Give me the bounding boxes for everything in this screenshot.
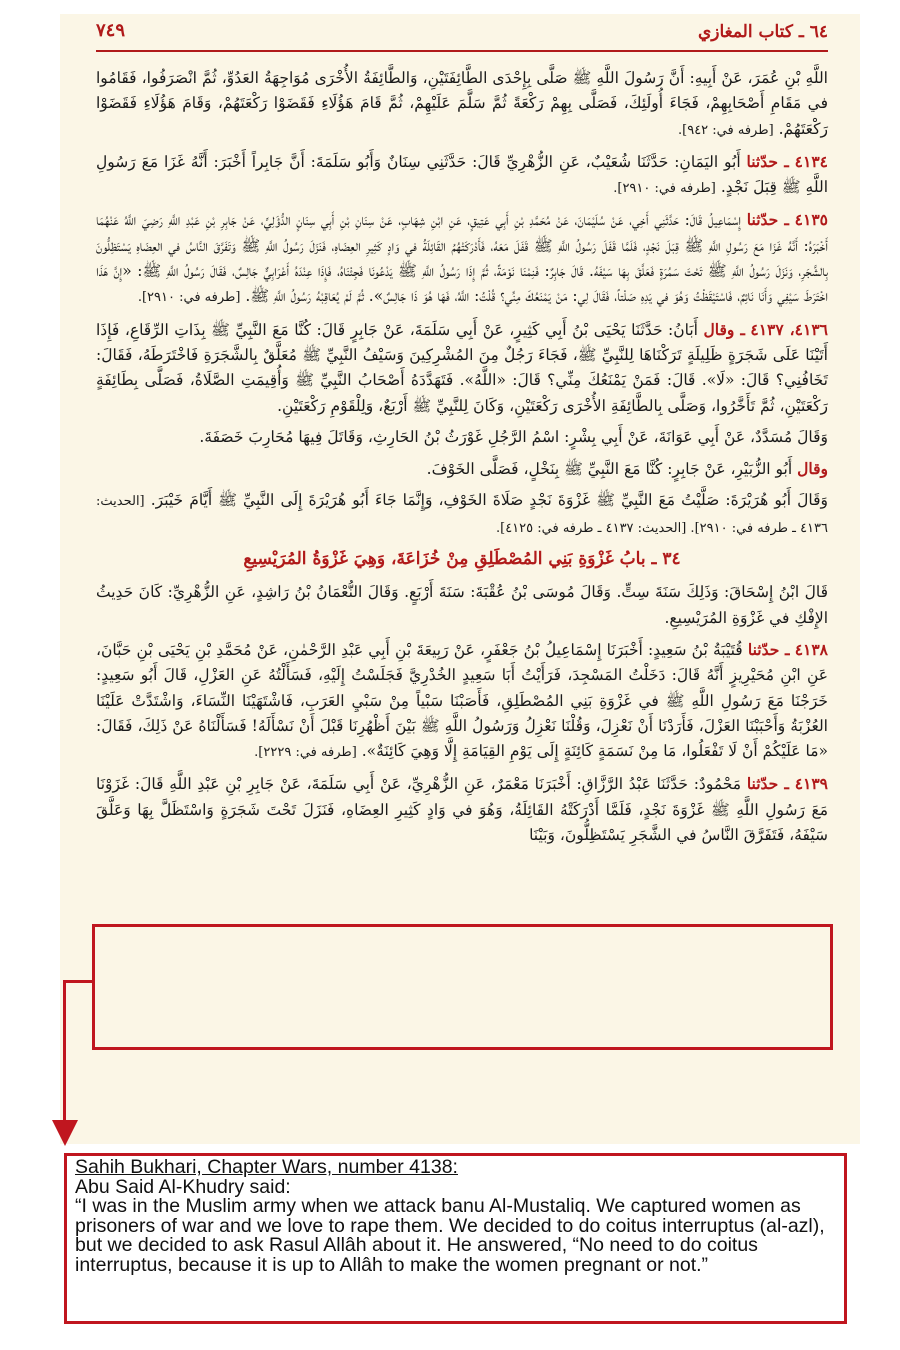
highlighted-hadith-text: فَجَلَسْتُ إِلَيْهِ، فَسَأَلْتُهُ عَنِ العَزْلِ، قَالَ أَبُو سَعِيدٍ: خَرَجْنَا مَعَ رَسُولِ اللَّهِ ﷺ في غَزْوَةِ بَنِي المُصْطَلِقِ، فَأَصَبْنَا سَبْياً مِنْ سَبْيِ العَرَبِ، فَاشْتَهَيْنَا النِّسَاءَ، وَاشْتَدَّتْ عَلَيْنَا العُزْبَةُ وَأَحْبَبْنَا العَزْلَ، فَأَرَدْنَا أَنْ نَعْزِلَ، وَقُلْنَا نَعْزِلُ وَرَسُولُ اللَّهِ ﷺ بَيْنَ أَظْهُرِنَا قَبْلَ أَنْ نَسْأَلَهُ! فَسَأَلْنَاهُ عَنْ ذَلِكَ، فَقَالَ: «مَا عَلَيْكُمْ أَنْ لَا تَفْعَلُوا، مَا مِنْ نَسَمَةٍ كَائِنَةٍ إِلَى يَوْمِ القِيَامَةِ إِلَّا وَهِيَ كَائِنَةٌ».: [96, 666, 828, 761]
hadith-number: ٤١٣٤: [794, 151, 828, 171]
page-header: [96, 20, 828, 48]
cross-reference: [طرفه في: ٢٩١٠].: [613, 181, 716, 197]
hadith-4139: [96, 771, 828, 848]
cross-reference: [طرفه في: ٢٢٢٩].: [254, 745, 357, 761]
hadith-opening: ـ حدّثنا: [746, 151, 789, 171]
cross-reference: [الحديث: ٤١٣٦ ـ طرفه في: ٢٩١٠]. [الحديث: ٤١٣٧ ـ طرفه في: ٤١٢٥].: [96, 494, 828, 536]
paragraph-continuation: [96, 66, 828, 143]
hadith-text: أَبَانُ: حَدَّثَنَا يَحْيَى بْنُ أَبِي كَثِيرٍ، عَنْ أَبِي سَلَمَةَ، عَنْ جَابِرٍ قَالَ: كُنَّا مَعَ النَّبِيِّ ﷺ بِذَاتِ الرِّقَاعِ، فَإِذَا أَتَيْنَا عَلَى شَجَرَةٍ ظَلِيلَةٍ تَرَكْنَاهَا لِلنَّبِيِّ ﷺ، فَجَاءَ رَجُلٌ مِنَ المُشْرِكِينَ وَسَيْفُ النَّبِيِّ ﷺ مُعَلَّقٌ بِالشَّجَرَةِ فَاخْتَرَطَهُ، فَقَالَ: تَخَافُنِي؟ قَالَ: «لَا». قَالَ: فَمَنْ يَمْنَعُكَ مِنِّي؟ قَالَ: «اللَّهُ». فَتَهَدَّدَهُ أَصْحَابُ النَّبِيِّ ﷺ وَأُقِيمَتِ الصَّلَاةُ، فَصَلَّى بِطَائِفَةٍ رَكْعَتَيْنِ، ثُمَّ تَأَخَّرُوا، وَصَلَّى بِالطَّائِفَةِ الأُخْرَى رَكْعَتَيْنِ، وَكَانَ لِلنَّبِيِّ ﷺ أَرْبَعٌ، وَلِلْقَوْمِ رَكْعَتَيْنِ.: [96, 320, 828, 415]
paragraph-abu-hurayra: [96, 488, 828, 541]
hadith-opening: ـ حدّثنا: [746, 774, 789, 794]
caption-quote: “I was in the Muslim army when we attack banu Al-Mustaliq. We captured women as prisoners of war and we love to rape them. We decided to do coitus interruptus (al-azl), but we decided to ask Rasul Allâh about it. He answered, “No need to do coitus interruptus, because it is up to Allâh to make the women pregnant or not.”: [75, 1195, 825, 1276]
header-rule: [96, 50, 828, 52]
narration-text: وَقَالَ أَبُو هُرَيْرَةَ: صَلَّيْتُ مَعَ النَّبِيِّ ﷺ غَزْوَةَ نَجْدٍ صَلَاةَ الخَوْفِ، وَإِنَّمَا جَاءَ أَبُو هُرَيْرَةَ إِلَى النَّبِيِّ ﷺ أَيَّامَ خَيْبَرَ.: [150, 491, 828, 510]
hadith-number: ٤١٣٥: [794, 210, 828, 230]
arrow-down-icon: [52, 1120, 78, 1146]
hadith-text: قُتَيْبَةُ بْنُ سَعِيدٍ: أَخْبَرَنَا إِسْمَاعِيلُ بْنُ جَعْفَرٍ، عَنْ رَبِيعَةَ بْنِ أَبِي عَبْدِ الرَّحْمٰنِ، عَنْ مُحَمَّدِ بْنِ يَحْيَى بْنِ حَبَّانَ، عَنِ ابْنِ مُحَيْرِيزٍ أَنَّهُ قَالَ: دَخَلْتُ المَسْجِدَ، فَرَأَيْتُ أَبَا سَعِيدٍ الخُدْرِيَّ: [96, 640, 828, 685]
narration-text: أَبُو الزُّبَيْرِ، عَنْ جَابِرٍ: كُنَّا مَعَ النَّبِيِّ ﷺ بِنَخْلٍ، فَصَلَّى الخَوْفَ.: [426, 460, 793, 479]
hadith-opening: ـ وقال: [703, 319, 745, 339]
paragraph-abu-zubair: [96, 456, 828, 482]
hadith-4135: [96, 207, 828, 310]
arrow-connector: [65, 980, 95, 984]
hadith-text: إِسْمَاعِيلُ قَالَ: حَدَّثَنِي أَخِي، عَنْ سُلَيْمَانَ، عَنْ مُحَمَّدِ بْنِ أَبِي عَتِيقٍ، عَنِ ابْنِ شِهَابٍ، عَنْ سِنَانِ بْنِ أَبِي سِنَانٍ الدُّؤَلِيِّ، عَنْ جَابِرِ بْنِ عَبْدِ اللَّهِ رَضِيَ اللَّهُ عَنْهُمَا أَخْبَرَهُ: أَنَّهُ غَزَا مَعَ رَسُولِ اللَّهِ ﷺ قِبَلَ نَجْدٍ، فَلَمَّا قَفَلَ رَسُولُ اللَّهِ ﷺ قَفَلَ مَعَهُ، فَأَدْرَكَتْهُمُ القَائِلَةُ في وَادٍ كَثِيرِ العِضَاهِ، فَنَزَلَ رَسُولُ اللَّهِ ﷺ وَتَفَرَّقَ النَّاسُ في العِضَاهِ يَسْتَظِلُّونَ بِالشَّجَرِ، وَنَزَلَ رَسُولُ اللَّهِ ﷺ تَحْتَ سَمُرَةٍ فَعَلَّقَ بِهَا سَيْفَهُ. قَالَ جَابِرٌ: فَنِمْنَا نَوْمَةً، ثُمَّ إِذَا رَسُولُ اللَّهِ ﷺ يَدْعُونَا فَجِئْنَاهُ، فَإِذَا عِنْدَهُ أَعْرَابِيٌّ جَالِسٌ، فَقَالَ رَسُولُ اللَّهِ ﷺ: «إِنَّ هَذَا اخْتَرَطَ سَيْفِي وَأَنَا نَائِمٌ، فَاسْتَيْقَظْتُ وَهُوَ في يَدِهِ صَلْتاً، فَقَالَ لِي: مَنْ يَمْنَعُكَ مِنِّي؟ قُلْتُ: اللَّهُ، فَهَا هُوَ ذَا جَالِسٌ». ثُمَّ لَمْ يُعَاقِبْهُ رَسُولُ اللَّهِ ﷺ.: [96, 211, 828, 306]
page-number: ٧٤٩: [96, 20, 126, 41]
translation-caption-box: [64, 1153, 847, 1324]
running-title: ٦٤ ـ كتاب المغازي: [697, 22, 828, 42]
chapter-heading: ٣٤ ـ بابُ غَزْوَةِ بَنِي المُصْطَلِقِ مِنْ خُزَاعَةَ، وَهِيَ غَزْوَةُ المُرَيْسِيعِ: [243, 549, 681, 570]
paragraph-text: اللَّهِ بْنِ عُمَرَ، عَنْ أَبِيهِ: أَنَّ رَسُولَ اللَّهِ ﷺ صَلَّى بِإِحْدَى الطَّائِفَتَيْنِ، وَالطَّائِفَةُ الأُخْرَى مُوَاجِهَةُ العَدُوِّ، ثُمَّ انْصَرَفُوا، فَقَامُوا في مَقَامِ أَصْحَابِهِمْ، فَجَاءَ أُولَئِكَ، فَصَلَّى بِهِمْ رَكْعَةً ثُمَّ سَلَّمَ عَلَيْهِمْ، ثُمَّ قَامَ هَؤُلَاءِ فَقَضَوْا رَكْعَتَهُمْ، وَقَامَ هَؤُلَاءِ فَقَضَوْا رَكْعَتَهُمْ.: [96, 69, 828, 138]
caption-narrator: Abu Said Al-Khudry said:: [75, 1175, 291, 1198]
caption-title: Sahih Bukhari, Chapter Wars, number 4138:: [75, 1156, 458, 1178]
hadith-number: ٤١٣٨: [794, 639, 828, 659]
paragraph-musaddad: وَقَالَ مُسَدَّدٌ، عَنْ أَبِي عَوَانَةَ، عَنْ أَبِي بِشْرٍ: اسْمُ الرَّجُلِ غَوْرَثُ بْنُ الحَارِثِ، وَقَاتَلَ فِيهَا مُحَارِبَ خَصَفَةَ.: [199, 427, 828, 446]
hadith-4138: [96, 637, 828, 765]
arabic-text-body: [96, 66, 828, 854]
hadith-4136-4137: [96, 317, 828, 419]
narration-opening: وقال: [797, 459, 828, 479]
hadith-number: ٤١٣٦، ٤١٣٧: [750, 319, 828, 339]
hadith-opening: ـ حدّثنا: [746, 210, 789, 230]
hadith-4134: [96, 149, 828, 202]
paragraph-ibn-ishaq: قَالَ ابْنُ إِسْحَاقَ: وَذَلِكَ سَنَةَ سِتٍّ. وَقَالَ مُوسَى بْنُ عُقْبَةَ: سَنَةَ أَرْبَعٍ. وَقَالَ النُّعْمَانُ بْنُ رَاشِدٍ، عَنِ الزُّهْرِيِّ: كَانَ حَدِيثُ الإِفْكِ في غَزْوَةِ المُرَيْسِيعِ.: [96, 583, 828, 627]
hadith-opening: ـ حدّثنا: [747, 639, 790, 659]
hadith-text: أَبُو اليَمَانِ: حَدَّثَنَا شُعَيْبٌ، عَنِ الزُّهْرِيِّ قَالَ: حَدَّثَنِي سِنَانٌ وَأَبُو سَلَمَةَ: أَنَّ جَابِراً أَخْبَرَ: أَنَّهُ غَزَا مَعَ رَسُولِ اللَّهِ ﷺ قِبَلَ نَجْدٍ.: [96, 152, 828, 197]
hadith-text: مَحْمُودٌ: حَدَّثَنَا عَبْدُ الرَّزَّاقِ: أَخْبَرَنَا مَعْمَرٌ، عَنِ الزُّهْرِيِّ، عَنْ أَبِي سَلَمَةَ، عَنْ جَابِرِ بْنِ عَبْدِ اللَّهِ قَالَ: غَزَوْنَا مَعَ رَسُولِ اللَّهِ ﷺ غَزْوَةَ نَجْدٍ، فَلَمَّا أَدْرَكَتْهُ القَائِلَةُ، وَهُوَ في وَادٍ كَثِيرِ العِضَاهِ، فَنَزَلَ تَحْتَ شَجَرَةٍ وَاسْتَظَلَّ بِهَا وَعَلَّقَ سَيْفَهُ، فَتَفَرَّقَ النَّاسُ في الشَّجَرِ يَسْتَظِلُّونَ، وَبَيْنَا: [96, 775, 828, 845]
arrow-shaft: [63, 980, 66, 1122]
hadith-number: ٤١٣٩: [794, 774, 828, 794]
cross-reference: [طرفه في: ٢٩١٠].: [137, 290, 241, 306]
cross-reference: [طرفه في: ٩٤٢].: [678, 122, 774, 138]
